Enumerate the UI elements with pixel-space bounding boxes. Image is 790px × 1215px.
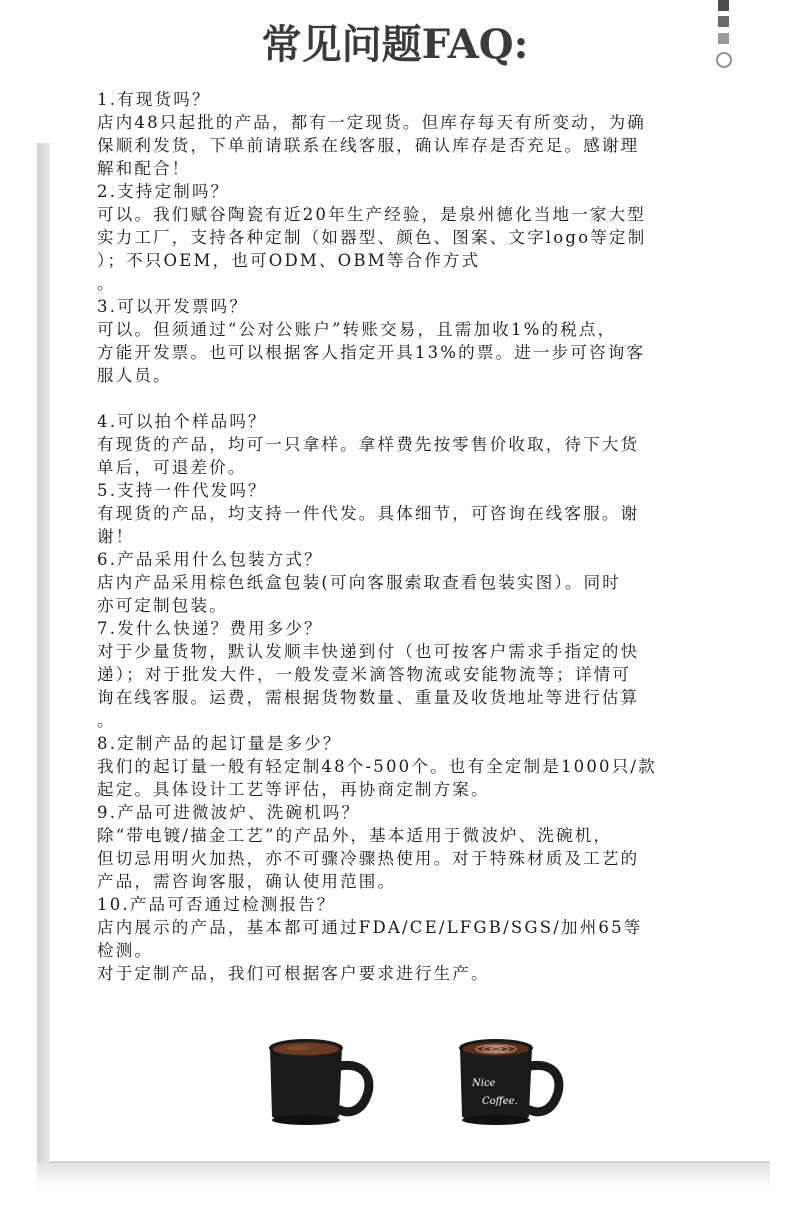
faq-answer-line: 我们的起订量一般有轻定制48个-500个。也有全定制是1000只/款 [97,757,657,776]
faq-answer-line: 除“带电镀/描金工艺”的产品外，基本适用于微波炉、洗碗机， [97,826,613,845]
faq-answer-line: 方能开发票。也可以根据客人指定开具13%的票。进一步可咨询客 [97,343,646,362]
faq-answer-line: 实力工厂，支持各种定制（如器型、颜色、图案、文字logo等定制 [97,228,647,247]
faq-question: 7.发什么快递？费用多少？ [97,619,323,638]
faq-answer-line: ）；不只OEM，也可ODM、OBM等合作方式 [97,251,481,270]
faq-answer-line: 有现货的产品，均支持一件代发。具体细节，可咨询在线客服。谢 [97,504,640,523]
faq-answer-line: 可以。但须通过“公对公账户”转账交易，且需加收1%的税点， [97,320,617,339]
faq-answer-line: 对于定制产品，我们可根据客户要求进行生产。 [97,964,490,983]
faq-answer-line: 解和配合！ [97,159,191,178]
faq-answer-line: 产品，需咨询客服，确认使用范围。 [97,872,397,891]
faq-answer-line: 。 [97,711,116,730]
faq-answer-line: 有现货的产品，均可一只拿样。拿样费先按零售价收取，待下大货 [97,435,640,454]
card-bottom-edge [50,1161,770,1163]
card-shadow-bottom [37,1162,770,1190]
faq-question: 5.支持一件代发吗？ [97,481,267,500]
decorative-squares-icon [716,0,736,74]
faq-answer-line: 保顺利发货，下单前请联系在线客服，确认库存是否充足。感谢理 [97,136,640,155]
spacer [97,387,739,410]
faq-question: 10.产品可否通过检测报告？ [97,895,336,914]
faq-answer-line: 服人员。 [97,366,172,385]
faq-answer-line: 可以。我们赋谷陶瓷有近20年生产经验，是泉州德化当地一家大型 [97,205,646,224]
faq-answer-line: 单后，可退差价。 [97,458,247,477]
faq-answer-line: 店内展示的产品，基本都可通过FDA/CE/LFGB/SGS/加州65等 [97,918,643,937]
faq-question: 4.可以拍个样品吗？ [97,412,267,431]
faq-list [97,88,739,985]
faq-question: 8.定制产品的起订量是多少？ [97,734,342,753]
nice-coffee-mug-icon [452,1032,567,1132]
faq-answer-line: 店内48只起批的产品，都有一定现货。但库存每天有所变动，为确 [97,113,646,132]
faq-question: 6.产品采用什么包装方式？ [97,550,323,569]
black-coffee-mug-icon [262,1032,377,1132]
faq-answer-line: 亦可定制包装。 [97,596,228,615]
faq-answer-line: 检测。 [97,941,154,960]
mug-text-coffee: Coffee. [482,1096,518,1107]
faq-answer-line: 谢！ [97,527,135,546]
square-icon [718,33,729,44]
mug-text-nice: Nice [472,1078,496,1089]
page-title: 常见问题FAQ: [261,21,529,68]
faq-answer-line: 递）；对于批发大件，一般发壹米滴答物流或安能物流等；详情可 [97,665,632,684]
faq-question: 9.产品可进微波炉、洗碗机吗？ [97,803,361,822]
faq-answer-line: 起定。具体设计工艺等评估，再协商定制方案。 [97,780,490,799]
card-shadow-left [37,143,50,1165]
faq-answer-line: 询在线客服。运费，需根据货物数量、重量及收货地址等进行估算 [97,688,640,707]
faq-answer-line: 。 [97,274,116,293]
faq-question: 2.支持定制吗？ [97,182,230,201]
faq-question: 1.有现货吗？ [97,90,211,109]
square-icon [718,0,729,11]
faq-answer-line: 店内产品采用棕色纸盒包装(可向客服索取查看包装实图）。同时 [97,573,621,592]
faq-question: 3.可以开发票吗？ [97,297,249,316]
square-icon [718,16,729,27]
faq-answer-line: 但切忌用明火加热，亦不可骤冷骤热使用。对于特殊材质及工艺的 [97,849,640,868]
faq-answer-line: 对于少量货物，默认发顺丰快递到付（也可按客户需求手指定的快 [97,642,640,661]
circle-icon [716,52,732,68]
